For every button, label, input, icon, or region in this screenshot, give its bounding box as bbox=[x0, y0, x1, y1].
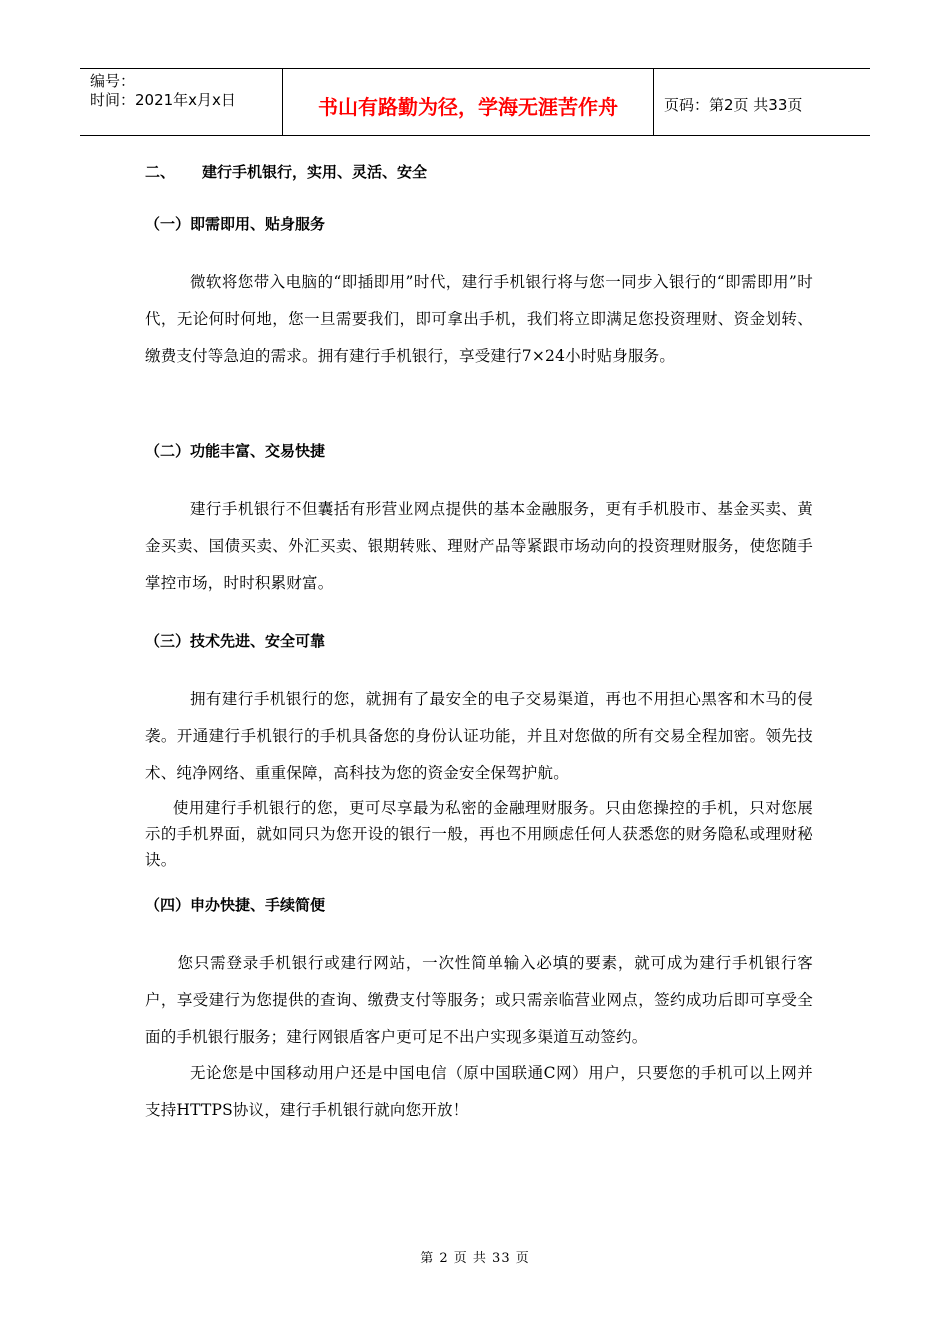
header-page-info: 页码：第2页 共33页 bbox=[664, 95, 803, 114]
subsection-heading-3: （三）技术先进、安全可靠 bbox=[145, 632, 326, 650]
paragraph-3-1: 拥有建行手机银行的您，就拥有了最安全的电子交易渠道，再也不用担心黑客和木马的侵袭。开通建行手机银行的手机具备您的身份认证功能，并且对您做的所有交易全程加密。领先技术、纯净网络、重重保障，高科技为您的资金安全保驾护航。 bbox=[145, 690, 813, 782]
paragraph-4-2: 无论您是中国移动用户还是中国电信（原中国联通C网）用户，只要您的手机可以上网并支持HTTPS协议，建行手机银行就向您开放！ bbox=[145, 1064, 813, 1119]
section-title-text: 建行手机银行，实用、灵活、安全 bbox=[202, 163, 428, 181]
paragraph-1-1: 微软将您带入电脑的“即插即用”时代，建行手机银行将与您一同步入银行的“即需即用”时代，无论何时何地，您一旦需要我们，即可拿出手机，我们将立即满足您投资理财、资金划转、缴费支付等急迫的需求。拥有建行手机银行，享受建行7×24小时贴身服务。 bbox=[145, 273, 813, 365]
doc-number-label: 编号： bbox=[90, 72, 136, 90]
section-number: 二、 bbox=[145, 163, 176, 181]
document-header bbox=[80, 68, 870, 136]
subsection-heading-2: （二）功能丰富、交易快捷 bbox=[145, 442, 326, 460]
date-label: 时间：2021年x月x日 bbox=[90, 91, 236, 109]
header-meta bbox=[80, 69, 282, 135]
page-footer: 第 2 页 共 33 页 bbox=[420, 1251, 530, 1266]
paragraph-3-2: 使用建行手机银行的您，更可尽享最为私密的金融理财服务。只由您操控的手机，只对您展示的手机界面，就如同只为您开设的银行一般，再也不用顾虑任何人获悉您的财务隐私或理财秘诀。 bbox=[145, 799, 813, 869]
section-title bbox=[145, 162, 427, 182]
header-motto: 书山有路勤为径，学海无涯苦作舟 bbox=[282, 69, 654, 135]
paragraph-2-1: 建行手机银行不但囊括有形营业网点提供的基本金融服务，更有手机股市、基金买卖、黄金买卖、国债买卖、外汇买卖、银期转账、理财产品等紧跟市场动向的投资理财服务，使您随手掌控市场，时时积累财富。 bbox=[145, 500, 813, 592]
subsection-heading-1: （一）即需即用、贴身服务 bbox=[145, 215, 326, 233]
paragraph-4-1: 您只需登录手机银行或建行网站，一次性简单输入必填的要素，就可成为建行手机银行客户，享受建行为您提供的查询、缴费支付等服务；或只需亲临营业网点，签约成功后即可享受全面的手机银行服务；建行网银盾客户更可足不出户实现多渠道互动签约。 bbox=[145, 954, 813, 1046]
subsection-heading-4: （四）申办快捷、手续简便 bbox=[145, 896, 326, 914]
